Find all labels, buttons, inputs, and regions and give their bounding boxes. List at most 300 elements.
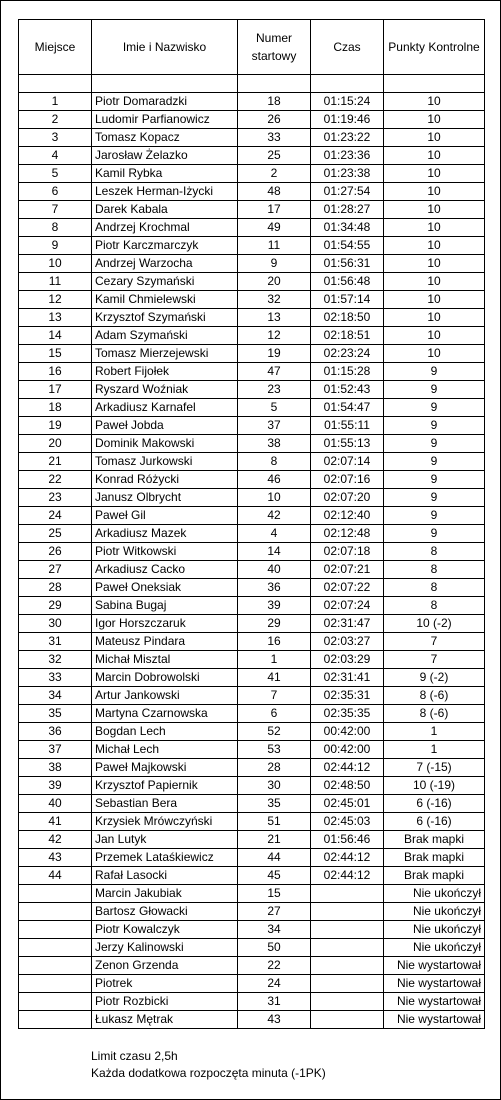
cell-name: Michał Lech [92,741,238,759]
cell-number: 45 [238,867,311,885]
cell-name: Paweł Majkowski [92,759,238,777]
table-row [19,1011,485,1029]
cell-name: Tomasz Mierzejewski [92,345,238,363]
cell-name: Piotr Domaradzki [92,93,238,111]
cell-place: 10 [19,255,92,273]
table-row [19,849,485,867]
cell-time: 01:23:36 [311,147,384,165]
cell-points: 10 [384,111,485,129]
cell-number: 23 [238,381,311,399]
cell-time: 02:12:48 [311,525,384,543]
cell-time: 02:07:20 [311,489,384,507]
cell-time: 01:15:24 [311,93,384,111]
cell-points: Nie wystartował [384,1011,485,1029]
table-row [19,795,485,813]
cell-points: 8 [384,579,485,597]
table-row [19,669,485,687]
cell-number: 10 [238,489,311,507]
table-row [19,291,485,309]
cell-points: 9 [384,525,485,543]
table-row [19,345,485,363]
cell-points: 9 [384,453,485,471]
cell-number: 17 [238,201,311,219]
header-number: Numer startowy [238,20,311,75]
cell-name: Rafał Lasocki [92,867,238,885]
cell-name: Sabina Bugaj [92,597,238,615]
table-row [19,597,485,615]
penalty-note: Każda dodatkowa rozpoczęta minuta (-1PK) [91,1066,326,1080]
cell-time: 01:34:48 [311,219,384,237]
cell-points: Nie wystartował [384,975,485,993]
table-row [19,939,485,957]
cell-time [311,957,384,975]
cell-number: 46 [238,471,311,489]
cell-points: 8 (-6) [384,705,485,723]
cell-place [19,939,92,957]
cell-number: 26 [238,111,311,129]
cell-time: 01:56:31 [311,255,384,273]
cell-number: 24 [238,975,311,993]
cell-points: 10 [384,255,485,273]
cell-number: 39 [238,597,311,615]
table-row [19,237,485,255]
cell-place: 32 [19,651,92,669]
cell-place: 23 [19,489,92,507]
cell-place: 30 [19,615,92,633]
cell-time: 02:31:41 [311,669,384,687]
cell-place: 33 [19,669,92,687]
cell-number: 21 [238,831,311,849]
cell-place: 5 [19,165,92,183]
cell-name: Adam Szymański [92,327,238,345]
cell-points: 8 [384,543,485,561]
cell-name: Bogdan Lech [92,723,238,741]
table-row [19,147,485,165]
cell-time: 02:07:21 [311,561,384,579]
cell-name: Paweł Oneksiak [92,579,238,597]
cell-number: 4 [238,525,311,543]
cell-points: 10 [384,291,485,309]
cell-points: 1 [384,741,485,759]
cell-name: Leszek Herman-Iżycki [92,183,238,201]
cell-number: 9 [238,255,311,273]
cell-number: 19 [238,345,311,363]
cell-time: 01:57:14 [311,291,384,309]
cell-name: Tomasz Jurkowski [92,453,238,471]
table-row [19,543,485,561]
cell-points: Nie wystartował [384,957,485,975]
time-limit-note: Limit czasu 2,5h [91,1049,178,1063]
cell-place: 17 [19,381,92,399]
table-row [19,561,485,579]
cell-points: 10 (-19) [384,777,485,795]
cell-time: 01:19:46 [311,111,384,129]
table-row [19,471,485,489]
header-points: Punkty Kontrolne [384,20,485,75]
cell-number: 43 [238,1011,311,1029]
cell-place [19,957,92,975]
cell-place: 34 [19,687,92,705]
cell-points: 7 [384,651,485,669]
table-row [19,489,485,507]
cell-points: 9 (-2) [384,669,485,687]
header-name: Imie i Nazwisko [92,20,238,75]
cell-place: 29 [19,597,92,615]
cell-place [19,993,92,1011]
cell-points: 10 [384,129,485,147]
cell-points: 9 [384,471,485,489]
cell-time: 00:42:00 [311,741,384,759]
cell-name: Cezary Szymański [92,273,238,291]
cell-points: 8 (-6) [384,687,485,705]
cell-time: 01:54:55 [311,237,384,255]
spacer-row [19,75,485,93]
cell-points: 10 [384,165,485,183]
cell-name: Arkadiusz Karnafel [92,399,238,417]
table-row [19,453,485,471]
cell-number: 48 [238,183,311,201]
cell-points: Nie wystartował [384,993,485,1011]
table-row [19,993,485,1011]
cell-place: 14 [19,327,92,345]
cell-time: 01:23:38 [311,165,384,183]
cell-number: 25 [238,147,311,165]
table-row [19,741,485,759]
cell-time: 02:12:40 [311,507,384,525]
cell-time: 01:54:47 [311,399,384,417]
cell-time [311,903,384,921]
cell-time: 02:07:18 [311,543,384,561]
cell-time: 01:15:28 [311,363,384,381]
table-row [19,363,485,381]
cell-name: Piotr Karczmarczyk [92,237,238,255]
cell-name: Kamil Rybka [92,165,238,183]
cell-name: Kamil Chmielewski [92,291,238,309]
cell-points: 10 [384,201,485,219]
cell-place [19,921,92,939]
cell-points: 10 [384,219,485,237]
cell-number: 7 [238,687,311,705]
table-row [19,921,485,939]
cell-number: 31 [238,993,311,1011]
cell-points: 9 [384,507,485,525]
cell-name: Andrzej Warzocha [92,255,238,273]
cell-place [19,885,92,903]
cell-place: 3 [19,129,92,147]
cell-points: Nie ukończył [384,885,485,903]
table-row [19,219,485,237]
cell-name: Piotr Witkowski [92,543,238,561]
cell-name: Marcin Jakubiak [92,885,238,903]
cell-place: 18 [19,399,92,417]
cell-time: 02:35:31 [311,687,384,705]
cell-time: 01:23:22 [311,129,384,147]
table-row [19,867,485,885]
cell-number: 44 [238,849,311,867]
cell-time: 00:42:00 [311,723,384,741]
cell-number: 12 [238,327,311,345]
cell-number: 13 [238,309,311,327]
header-row [19,20,485,75]
cell-points: 10 [384,183,485,201]
cell-name: Piotr Kowalczyk [92,921,238,939]
cell-place: 22 [19,471,92,489]
cell-time: 02:23:24 [311,345,384,363]
cell-number: 42 [238,507,311,525]
cell-number: 30 [238,777,311,795]
cell-name: Jarosław Żelazko [92,147,238,165]
cell-place: 44 [19,867,92,885]
cell-points: 9 [384,399,485,417]
cell-place: 12 [19,291,92,309]
cell-points: 7 [384,633,485,651]
cell-place: 4 [19,147,92,165]
table-row [19,93,485,111]
cell-points: 8 [384,561,485,579]
cell-place: 13 [19,309,92,327]
cell-time: 02:44:12 [311,849,384,867]
table-row [19,129,485,147]
cell-points: 10 [384,345,485,363]
table-row [19,327,485,345]
cell-name: Jerzy Kalinowski [92,939,238,957]
cell-place: 42 [19,831,92,849]
cell-name: Piotrek [92,975,238,993]
cell-points: 10 [384,309,485,327]
cell-name: Igor Horszczaruk [92,615,238,633]
cell-place: 11 [19,273,92,291]
cell-number: 41 [238,669,311,687]
cell-name: Paweł Gil [92,507,238,525]
cell-time [311,993,384,1011]
notes [91,1048,326,1082]
cell-points: Nie ukończył [384,921,485,939]
table-row [19,579,485,597]
table-row [19,417,485,435]
cell-name: Paweł Jobda [92,417,238,435]
cell-points: Brak mapki [384,867,485,885]
cell-name: Marcin Dobrowolski [92,669,238,687]
table-row [19,111,485,129]
cell-place: 26 [19,543,92,561]
cell-time [311,975,384,993]
cell-place: 8 [19,219,92,237]
table-row [19,651,485,669]
cell-points: 1 [384,723,485,741]
table-row [19,507,485,525]
cell-place: 20 [19,435,92,453]
cell-time: 01:55:13 [311,435,384,453]
cell-time: 02:07:16 [311,471,384,489]
cell-name: Zenon Grzenda [92,957,238,975]
cell-points: 10 [384,93,485,111]
cell-points: Nie ukończył [384,939,485,957]
cell-points: Brak mapki [384,849,485,867]
cell-name: Tomasz Kopacz [92,129,238,147]
results-table [18,19,485,1029]
cell-place: 1 [19,93,92,111]
cell-number: 40 [238,561,311,579]
cell-place: 15 [19,345,92,363]
table-row [19,903,485,921]
cell-number: 22 [238,957,311,975]
cell-number: 11 [238,237,311,255]
table-row [19,183,485,201]
table-row [19,831,485,849]
header-time: Czas [311,20,384,75]
cell-time: 02:44:12 [311,759,384,777]
cell-place: 36 [19,723,92,741]
cell-name: Arkadiusz Cacko [92,561,238,579]
table-row [19,633,485,651]
cell-time: 02:07:14 [311,453,384,471]
table-row [19,777,485,795]
cell-name: Arkadiusz Mazek [92,525,238,543]
cell-place: 31 [19,633,92,651]
table-row [19,435,485,453]
cell-time: 01:27:54 [311,183,384,201]
cell-name: Przemek Lataśkiewicz [92,849,238,867]
cell-name: Krzysiek Mrówczyński [92,813,238,831]
cell-points: Nie ukończył [384,903,485,921]
cell-points: 9 [384,381,485,399]
cell-points: 8 [384,597,485,615]
cell-name: Konrad Różycki [92,471,238,489]
cell-time: 01:56:48 [311,273,384,291]
cell-place: 6 [19,183,92,201]
cell-time: 01:52:43 [311,381,384,399]
cell-number: 18 [238,93,311,111]
cell-time: 01:55:11 [311,417,384,435]
cell-points: 7 (-15) [384,759,485,777]
header-place: Miejsce [19,20,92,75]
cell-place: 38 [19,759,92,777]
cell-place: 37 [19,741,92,759]
cell-points: 9 [384,417,485,435]
cell-name: Artur Jankowski [92,687,238,705]
cell-place: 39 [19,777,92,795]
cell-points: 9 [384,363,485,381]
cell-name: Krzysztof Papiernik [92,777,238,795]
table-row [19,975,485,993]
cell-time: 02:44:12 [311,867,384,885]
cell-number: 49 [238,219,311,237]
cell-number: 32 [238,291,311,309]
cell-place: 41 [19,813,92,831]
cell-points: 10 [384,237,485,255]
cell-number: 47 [238,363,311,381]
cell-name: Ludomir Parfianowicz [92,111,238,129]
cell-place: 2 [19,111,92,129]
cell-time [311,939,384,957]
table-row [19,525,485,543]
cell-number: 52 [238,723,311,741]
cell-time: 02:45:01 [311,795,384,813]
table-row [19,399,485,417]
cell-number: 53 [238,741,311,759]
cell-number: 29 [238,615,311,633]
cell-points: 10 [384,327,485,345]
cell-place [19,1011,92,1029]
table-row [19,615,485,633]
table-row [19,723,485,741]
cell-points: 10 [384,147,485,165]
cell-name: Sebastian Bera [92,795,238,813]
cell-place: 25 [19,525,92,543]
table-row [19,813,485,831]
cell-place: 28 [19,579,92,597]
cell-time [311,921,384,939]
results-body [19,75,485,1029]
cell-name: Łukasz Mętrak [92,1011,238,1029]
cell-number: 16 [238,633,311,651]
cell-place: 27 [19,561,92,579]
table-row [19,201,485,219]
table-row [19,885,485,903]
cell-name: Janusz Olbrycht [92,489,238,507]
cell-place: 16 [19,363,92,381]
cell-points: 9 [384,489,485,507]
cell-name: Martyna Czarnowska [92,705,238,723]
cell-points: 10 (-2) [384,615,485,633]
cell-name: Michał Misztal [92,651,238,669]
cell-name: Ryszard Woźniak [92,381,238,399]
cell-number: 50 [238,939,311,957]
cell-place: 9 [19,237,92,255]
cell-number: 34 [238,921,311,939]
cell-time: 02:07:22 [311,579,384,597]
cell-name: Dominik Makowski [92,435,238,453]
table-row [19,957,485,975]
table-row [19,309,485,327]
cell-time: 01:56:46 [311,831,384,849]
cell-points: 6 (-16) [384,813,485,831]
cell-name: Piotr Rozbicki [92,993,238,1011]
cell-points: 6 (-16) [384,795,485,813]
cell-place: 7 [19,201,92,219]
cell-place: 35 [19,705,92,723]
cell-number: 37 [238,417,311,435]
cell-number: 35 [238,795,311,813]
cell-name: Mateusz Pindara [92,633,238,651]
table-row [19,273,485,291]
cell-place [19,975,92,993]
cell-time: 02:07:24 [311,597,384,615]
cell-time [311,885,384,903]
cell-points: Brak mapki [384,831,485,849]
table-row [19,255,485,273]
cell-name: Jan Lutyk [92,831,238,849]
cell-place [19,903,92,921]
cell-number: 51 [238,813,311,831]
cell-place: 21 [19,453,92,471]
cell-number: 20 [238,273,311,291]
table-row [19,687,485,705]
cell-number: 27 [238,903,311,921]
cell-points: 9 [384,435,485,453]
cell-number: 28 [238,759,311,777]
cell-name: Darek Kabala [92,201,238,219]
cell-number: 8 [238,453,311,471]
cell-number: 15 [238,885,311,903]
cell-time: 02:48:50 [311,777,384,795]
cell-time: 02:18:51 [311,327,384,345]
table-row [19,381,485,399]
cell-name: Bartosz Głowacki [92,903,238,921]
cell-time: 02:18:50 [311,309,384,327]
cell-time: 02:35:35 [311,705,384,723]
cell-place: 43 [19,849,92,867]
